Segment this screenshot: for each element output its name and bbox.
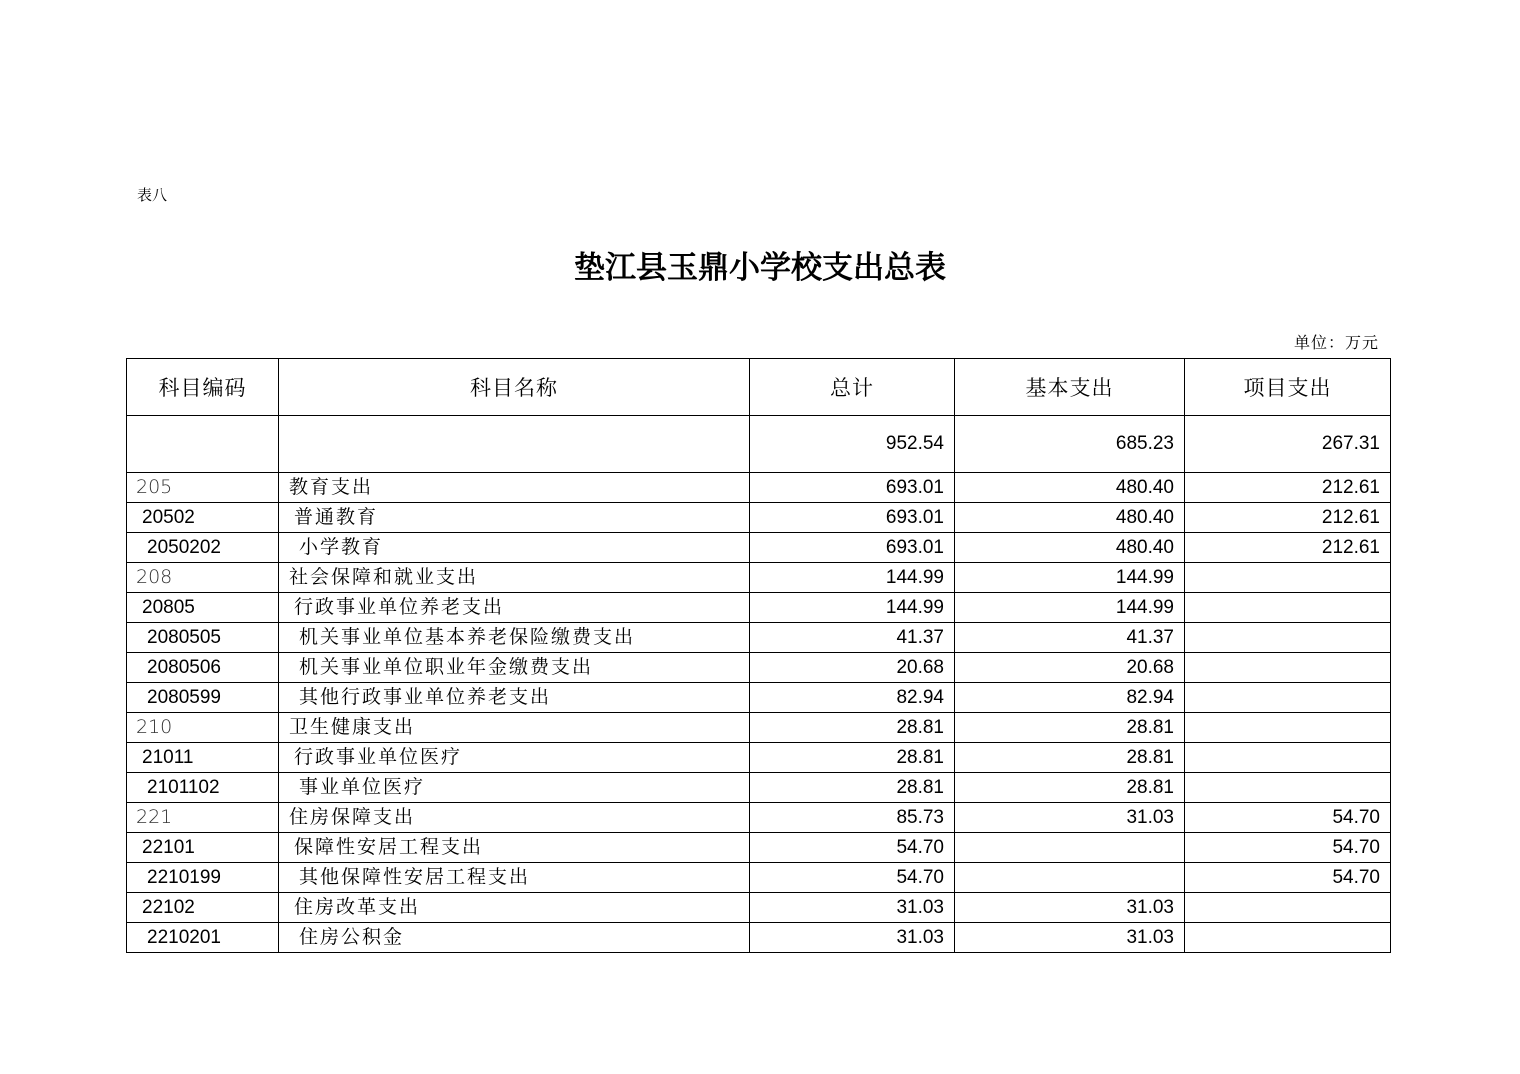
total-cell: 693.01 <box>750 503 955 533</box>
unit-note: 单位：万元 <box>1293 333 1379 352</box>
name-cell: 普通教育 <box>279 503 750 533</box>
project-cell <box>1185 593 1391 623</box>
total-code-cell <box>127 416 279 473</box>
table-row <box>127 773 1391 803</box>
total-cell: 82.94 <box>750 683 955 713</box>
name-cell: 住房公积金 <box>279 923 750 953</box>
basic-cell: 480.40 <box>955 473 1185 503</box>
total-row <box>127 416 1391 473</box>
name-cell: 机关事业单位职业年金缴费支出 <box>279 653 750 683</box>
basic-cell: 28.81 <box>955 773 1185 803</box>
table-label: 表八 <box>137 186 168 204</box>
table-row <box>127 533 1391 563</box>
code-cell: 205 <box>127 473 279 503</box>
project-cell <box>1185 713 1391 743</box>
project-cell: 54.70 <box>1185 833 1391 863</box>
basic-cell <box>955 833 1185 863</box>
basic-cell: 31.03 <box>955 923 1185 953</box>
code-cell: 21011 <box>127 743 279 773</box>
total-cell: 28.81 <box>750 773 955 803</box>
table-row <box>127 503 1391 533</box>
basic-cell: 144.99 <box>955 563 1185 593</box>
code-cell: 2080505 <box>127 623 279 653</box>
name-cell: 住房保障支出 <box>279 803 750 833</box>
name-cell: 事业单位医疗 <box>279 773 750 803</box>
code-cell: 210 <box>127 713 279 743</box>
total-cell: 54.70 <box>750 863 955 893</box>
basic-cell: 31.03 <box>955 803 1185 833</box>
total-cell: 28.81 <box>750 743 955 773</box>
name-cell: 社会保障和就业支出 <box>279 563 750 593</box>
basic-cell: 480.40 <box>955 503 1185 533</box>
project-cell <box>1185 743 1391 773</box>
code-cell: 221 <box>127 803 279 833</box>
header-row <box>127 359 1391 416</box>
basic-cell: 28.81 <box>955 713 1185 743</box>
total-cell: 144.99 <box>750 563 955 593</box>
total-project-cell: 267.31 <box>1185 416 1391 473</box>
code-cell: 208 <box>127 563 279 593</box>
code-cell: 2210201 <box>127 923 279 953</box>
total-cell: 693.01 <box>750 533 955 563</box>
table-row <box>127 623 1391 653</box>
code-cell: 20502 <box>127 503 279 533</box>
project-cell: 54.70 <box>1185 803 1391 833</box>
column-header-project: 项目支出 <box>1185 359 1391 416</box>
table-row <box>127 863 1391 893</box>
total-cell: 20.68 <box>750 653 955 683</box>
table-row <box>127 923 1391 953</box>
column-header-name: 科目名称 <box>279 359 750 416</box>
project-cell: 54.70 <box>1185 863 1391 893</box>
basic-cell: 82.94 <box>955 683 1185 713</box>
project-cell <box>1185 683 1391 713</box>
code-cell: 2080506 <box>127 653 279 683</box>
total-name-cell <box>279 416 750 473</box>
column-header-code: 科目编码 <box>127 359 279 416</box>
name-cell: 机关事业单位基本养老保险缴费支出 <box>279 623 750 653</box>
column-header-total: 总计 <box>750 359 955 416</box>
code-cell: 2210199 <box>127 863 279 893</box>
expenditure-table <box>126 358 1391 953</box>
name-cell: 其他行政事业单位养老支出 <box>279 683 750 713</box>
project-cell <box>1185 893 1391 923</box>
total-cell: 144.99 <box>750 593 955 623</box>
table-row <box>127 743 1391 773</box>
code-cell: 20805 <box>127 593 279 623</box>
basic-cell: 28.81 <box>955 743 1185 773</box>
code-cell: 2080599 <box>127 683 279 713</box>
total-cell: 54.70 <box>750 833 955 863</box>
basic-cell: 144.99 <box>955 593 1185 623</box>
name-cell: 小学教育 <box>279 533 750 563</box>
basic-cell: 31.03 <box>955 893 1185 923</box>
total-cell: 85.73 <box>750 803 955 833</box>
page-title: 垫江县玉鼎小学校支出总表 <box>574 250 946 286</box>
table-row <box>127 683 1391 713</box>
basic-cell <box>955 863 1185 893</box>
table-row <box>127 803 1391 833</box>
column-header-basic: 基本支出 <box>955 359 1185 416</box>
table-row <box>127 893 1391 923</box>
project-cell <box>1185 653 1391 683</box>
project-cell <box>1185 923 1391 953</box>
name-cell: 行政事业单位养老支出 <box>279 593 750 623</box>
project-cell <box>1185 773 1391 803</box>
project-cell: 212.61 <box>1185 533 1391 563</box>
project-cell: 212.61 <box>1185 473 1391 503</box>
code-cell: 22101 <box>127 833 279 863</box>
name-cell: 行政事业单位医疗 <box>279 743 750 773</box>
total-cell: 31.03 <box>750 893 955 923</box>
code-cell: 22102 <box>127 893 279 923</box>
table-row <box>127 563 1391 593</box>
project-cell <box>1185 623 1391 653</box>
name-cell: 住房改革支出 <box>279 893 750 923</box>
name-cell: 其他保障性安居工程支出 <box>279 863 750 893</box>
total-cell: 31.03 <box>750 923 955 953</box>
table-row <box>127 473 1391 503</box>
name-cell: 保障性安居工程支出 <box>279 833 750 863</box>
name-cell: 卫生健康支出 <box>279 713 750 743</box>
total-total-cell: 952.54 <box>750 416 955 473</box>
project-cell: 212.61 <box>1185 503 1391 533</box>
total-basic-cell: 685.23 <box>955 416 1185 473</box>
table-body <box>127 416 1391 953</box>
code-cell: 2101102 <box>127 773 279 803</box>
table-row <box>127 713 1391 743</box>
total-cell: 41.37 <box>750 623 955 653</box>
table-row <box>127 653 1391 683</box>
basic-cell: 20.68 <box>955 653 1185 683</box>
name-cell: 教育支出 <box>279 473 750 503</box>
project-cell <box>1185 563 1391 593</box>
basic-cell: 41.37 <box>955 623 1185 653</box>
table-row <box>127 593 1391 623</box>
basic-cell: 480.40 <box>955 533 1185 563</box>
total-cell: 693.01 <box>750 473 955 503</box>
table-row <box>127 833 1391 863</box>
total-cell: 28.81 <box>750 713 955 743</box>
code-cell: 2050202 <box>127 533 279 563</box>
